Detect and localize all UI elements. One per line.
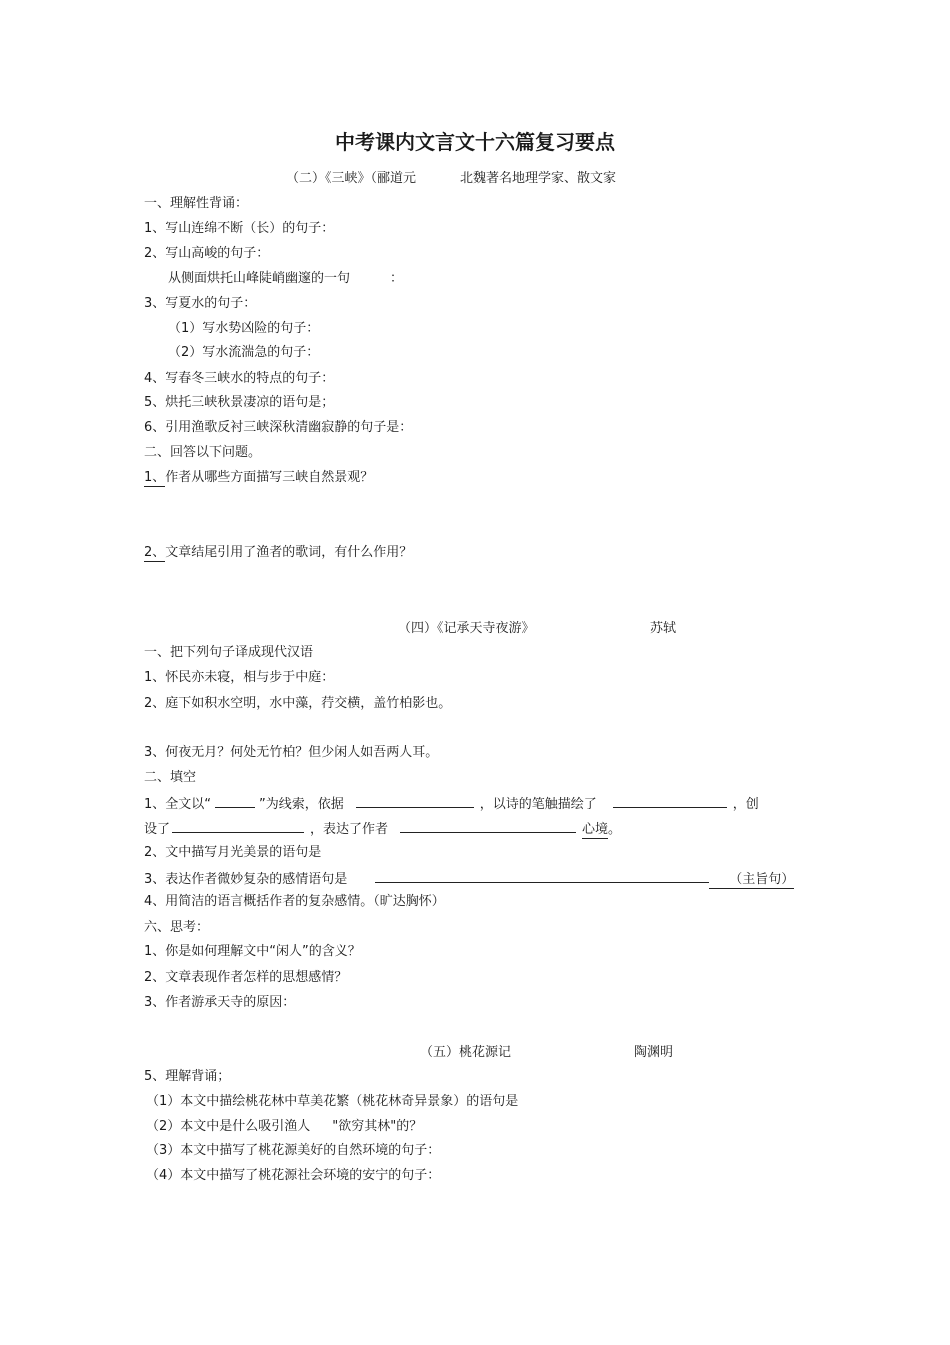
section-4-author: 苏轼: [650, 621, 677, 636]
question-text: 5、烘托三峡秋景凄凉的语句是；: [144, 395, 335, 410]
fill-text: 3、表达作者微妙复杂的感情语句是: [144, 872, 348, 887]
question-line: [144, 545, 412, 562]
question-text: 3、作者游承天寺的原因：: [144, 995, 296, 1010]
question-text: 2、写山高峻的句子：: [144, 246, 270, 261]
section-5-header: （五）桃花源记: [420, 1045, 512, 1060]
fill-in-line: [144, 795, 759, 813]
answer-blank: [172, 820, 304, 833]
fill-in-line: [144, 870, 794, 889]
answer-blank: [356, 795, 474, 808]
section-2-header: （二）《三峡》（郦道元: [286, 171, 417, 186]
question-line: [146, 1119, 422, 1135]
question-text: 文章结尾引用了渔者的歌词，有什么作用？: [165, 545, 413, 560]
page-title: 中考课内文言文十六篇复习要点: [335, 130, 615, 154]
question-text: 4、用简洁的语言概括作者的复杂感情。（旷达胸怀）: [144, 894, 445, 909]
section-2-part-2-title: 二、回答以下问题。: [144, 445, 262, 460]
fill-text: ”为线索，依据: [259, 797, 344, 812]
question-text: 作者从哪些方面描写三峡自然景观？: [165, 470, 374, 485]
question-text: 2、文中描写月光美景的语句是: [144, 845, 322, 860]
question-text: "欲穷其林"的？: [332, 1119, 423, 1134]
colon-text: ：: [390, 271, 404, 286]
question-text: （1）写水势凶险的句子：: [168, 321, 320, 336]
question-text: （3）本文中描写了桃花源美好的自然环境的句子：: [146, 1143, 441, 1158]
fill-in-line: [144, 820, 621, 839]
fill-text: ，表达了作者: [310, 822, 389, 837]
question-text: 6、引用渔歌反衬三峡深秋清幽寂静的句子是：: [144, 420, 413, 435]
section-4-part-3-title: 六、思考：: [144, 920, 210, 935]
answer-blank: [375, 870, 709, 883]
question-text: 1、怀民亦未寝，相与步于中庭：: [144, 670, 335, 685]
section-4-header: （四）《记承天寺夜游》: [398, 621, 535, 636]
question-text: 从侧面烘托山峰陡峭幽邃的一句: [168, 271, 351, 286]
question-text: 3、何夜无月？何处无竹柏？但少闲人如吾两人耳。: [144, 745, 439, 760]
fill-text: 1、全文以“: [144, 797, 212, 812]
fill-text: （主旨句）: [709, 872, 794, 889]
section-4-part-1-title: 一、把下列句子译成现代汉语: [144, 645, 314, 660]
question-text: 4、写春冬三峡水的特点的句子：: [144, 371, 335, 386]
section-2-part-1-title: 一、理解性背诵：: [144, 196, 249, 211]
question-text: 1、写山连绵不断（长）的句子：: [144, 221, 335, 236]
section-2-author: 北魏著名地理学家、散文家: [460, 171, 617, 186]
answer-blank: [400, 820, 576, 833]
section-5-part-1-title: 5、理解背诵；: [144, 1069, 231, 1084]
question-line: [144, 470, 373, 487]
question-text: 2、庭下如积水空明，水中藻，荇交横，盖竹柏影也。: [144, 696, 452, 711]
question-text: （2）本文中是什么吸引渔人: [146, 1119, 311, 1134]
question-text: （1）本文中描绘桃花林中草美花繁（桃花林奇异景象）的语句是: [146, 1094, 519, 1109]
answer-blank: [613, 795, 727, 808]
section-5-author: 陶渊明: [634, 1045, 674, 1060]
fill-text: 。: [608, 822, 622, 837]
fill-text: ，创: [732, 797, 759, 812]
question-text: （4）本文中描写了桃花源社会环境的安宁的句子：: [146, 1168, 441, 1183]
fill-text: ，以诗的笔触描绘了: [479, 797, 597, 812]
question-text: 2、文章表现作者怎样的思想感情？: [144, 970, 348, 985]
question-number: 2、: [144, 545, 166, 560]
section-4-part-2-title: 二、填空: [144, 770, 197, 785]
question-text: 3、写夏水的句子：: [144, 296, 257, 311]
fill-text: 心境: [582, 822, 609, 837]
question-number: 1、: [144, 470, 166, 485]
fill-text: 设了: [144, 822, 171, 837]
question-text: （2）写水流湍急的句子：: [168, 345, 320, 360]
question-text: 1、你是如何理解文中“闲人”的含义？: [144, 944, 361, 959]
answer-blank: [215, 795, 255, 808]
